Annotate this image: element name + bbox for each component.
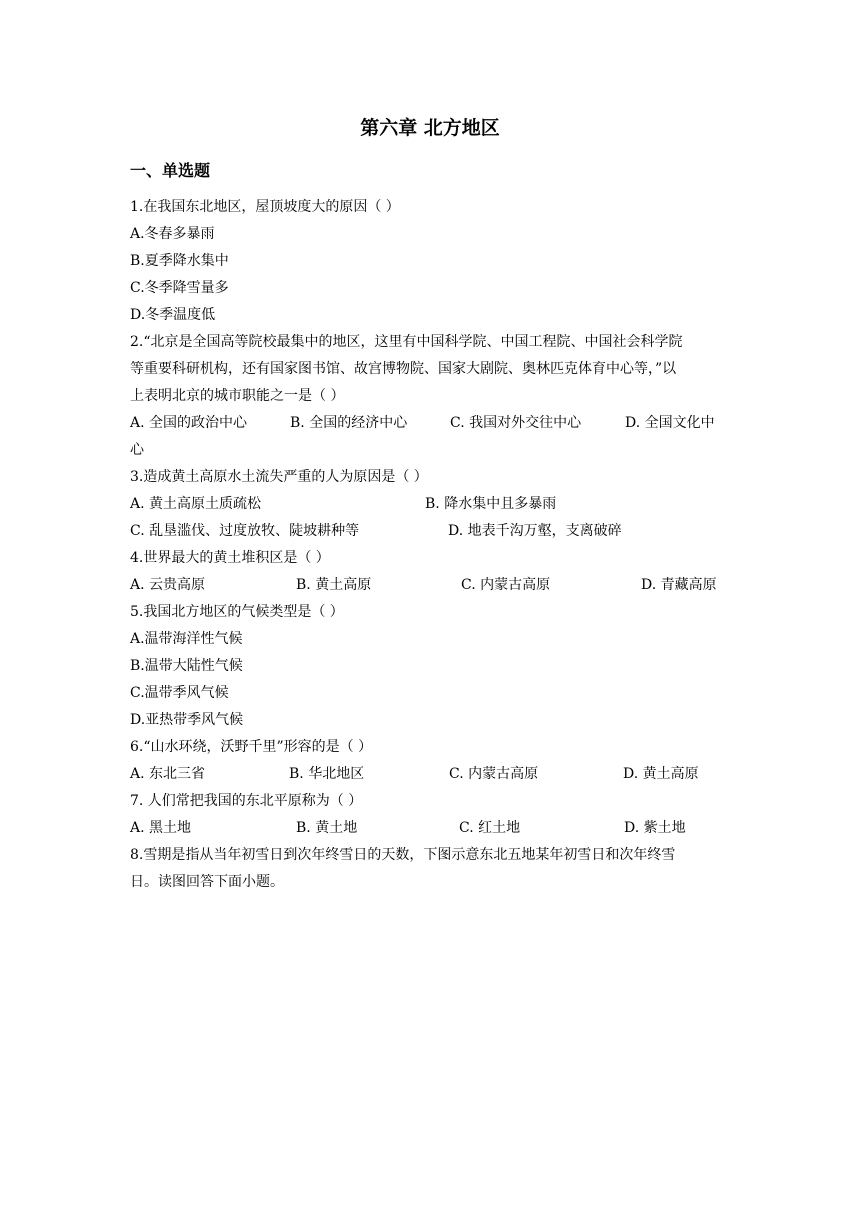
question-2-stem-line-1: 2.“北京是全国高等院校最集中的地区，这里有中国科学院、中国工程院、中国社会科学院 [130,334,683,350]
question-6-option-c: C. 内蒙古高原 [449,766,539,782]
question-7-option-b: B. 黄土地 [296,820,358,836]
question-7-option-d: D. 紫土地 [624,820,686,836]
question-2-options [130,410,730,437]
question-1-option-d: D.冬季温度低 [130,307,216,323]
question-2-option-a: A. 全国的政治中心 [130,415,248,431]
question-list [130,194,730,896]
question-3-option-c: C. 乱垦滥伐、过度放牧、陡坡耕种等 [130,523,360,539]
question-8-stem-line-1: 8.雪期是指从当年初雪日到次年终雪日的天数，下图示意东北五地某年初雪日和次年终雪 [130,847,676,863]
question-3-options-row-2 [130,518,730,545]
question-7-option-c: C. 红土地 [459,820,521,836]
question-4-option-d: D. 青藏高原 [641,577,717,593]
question-1-stem: 1.在我国东北地区，屋顶坡度大的原因（ ） [130,199,400,215]
question-5-option-d: D.亚热带季风气候 [130,712,244,728]
question-2-option-c: C. 我国对外交往中心 [450,415,582,431]
question-3-options-row-1 [130,491,730,518]
question-4-option-c: C. 内蒙古高原 [461,577,551,593]
question-2-stem-line-3: 上表明北京的城市职能之一是（ ） [130,388,345,404]
question-1-option-b: B.夏季降水集中 [130,253,229,269]
question-4-option-a: A. 云贵高原 [130,577,206,593]
question-4-stem: 4.世界最大的黄土堆积区是（ ） [130,550,330,566]
question-2-option-d: D. 全国文化中 [625,415,715,431]
question-8-stem-line-2: 日。读图回答下面小题。 [130,874,284,890]
question-5-option-a: A.温带海洋性气候 [130,631,243,647]
question-2-stem-line-2: 等重要科研机构，还有国家图书馆、故宫博物院、国家大剧院、奥林匹克体育中心等，”以 [130,361,677,377]
question-1-option-c: C.冬季降雪量多 [130,280,229,296]
question-5-option-c: C.温带季风气候 [130,685,229,701]
question-6-options [130,761,730,788]
question-7-option-a: A. 黑土地 [130,820,192,836]
section-heading: 一、单选题 [130,161,211,180]
question-7-options [130,815,730,842]
page-title: 第六章 北方地区 [360,117,500,139]
question-6-option-b: B. 华北地区 [289,766,365,782]
question-3-stem: 3.造成黄土高原水土流失严重的人为原因是（ ） [130,469,428,485]
question-6-option-d: D. 黄土高原 [623,766,699,782]
question-3-option-d: D. 地表千沟万壑，支离破碎 [448,523,622,539]
question-6-option-a: A. 东北三省 [130,766,206,782]
question-2-option-b: B. 全国的经济中心 [290,415,408,431]
question-6-stem: 6.“山水环绕，沃野千里”形容的是（ ） [130,739,373,755]
question-3-option-a: A. 黄土高原土质疏松 [130,496,262,512]
question-2-option-d-continued: 心 [130,442,144,458]
question-5-option-b: B.温带大陆性气候 [130,658,243,674]
question-4-option-b: B. 黄土高原 [296,577,372,593]
question-5-stem: 5.我国北方地区的气候类型是（ ） [130,604,344,620]
question-4-options [130,572,730,599]
question-1-option-a: A.冬春多暴雨 [130,226,215,242]
question-7-stem: 7. 人们常把我国的东北平原称为（ ） [130,793,363,809]
question-3-option-b: B. 降水集中且多暴雨 [425,496,557,512]
